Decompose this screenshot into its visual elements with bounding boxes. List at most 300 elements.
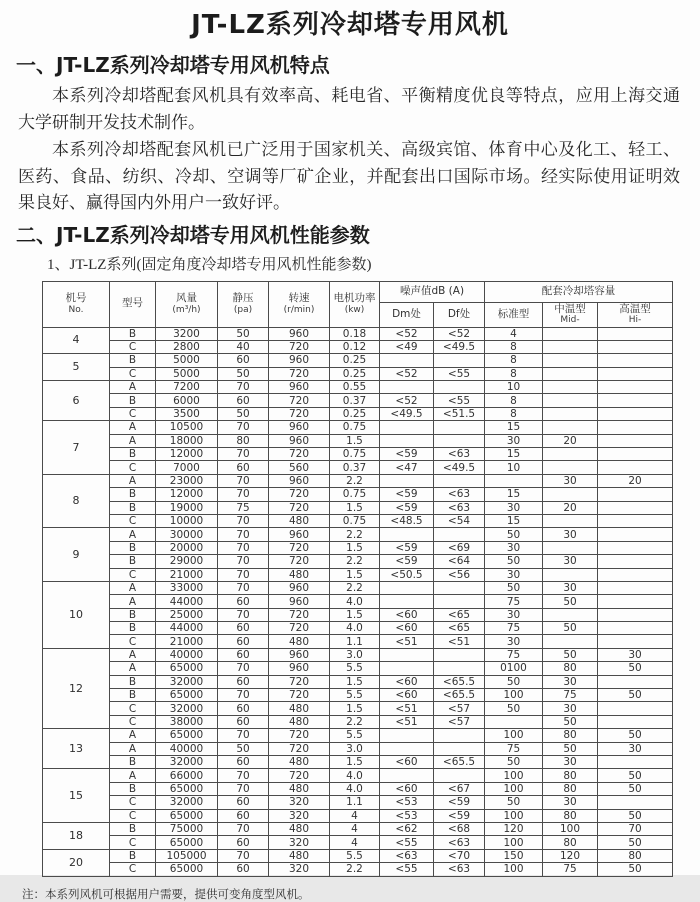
table-cell	[380, 595, 434, 608]
table-cell: 32000	[156, 675, 218, 688]
table-cell: A	[110, 595, 156, 608]
table-cell: A	[110, 729, 156, 742]
table-cell: 30	[543, 555, 598, 568]
table-cell: 70	[218, 474, 269, 487]
table-cell: 100	[485, 809, 543, 822]
table-row	[43, 381, 673, 394]
table-row	[43, 514, 673, 527]
table-row	[43, 367, 673, 380]
performance-table-body	[43, 327, 673, 876]
table-cell: 32000	[156, 756, 218, 769]
table-cell: 960	[269, 581, 330, 594]
machine-no-cell: 10	[43, 581, 110, 648]
table-cell: 20	[598, 474, 673, 487]
table-cell: 960	[269, 421, 330, 434]
table-cell	[543, 407, 598, 420]
table-cell: 80	[543, 662, 598, 675]
table-cell: <69	[434, 541, 485, 554]
table-cell: <52	[380, 367, 434, 380]
table-cell: <49.5	[434, 461, 485, 474]
table-cell: 480	[269, 568, 330, 581]
table-cell: 30	[543, 675, 598, 688]
table-cell: B	[110, 354, 156, 367]
table-cell: B	[110, 555, 156, 568]
table-cell: 30	[485, 568, 543, 581]
table-cell: 50	[598, 662, 673, 675]
table-cell	[598, 461, 673, 474]
table-cell: C	[110, 836, 156, 849]
table-cell	[380, 648, 434, 661]
table-cell	[598, 608, 673, 621]
table-cell: 21000	[156, 568, 218, 581]
table-cell: 720	[269, 488, 330, 501]
table-cell: <47	[380, 461, 434, 474]
table-cell: A	[110, 434, 156, 447]
page-title: JT-LZ系列冷却塔专用风机	[191, 10, 509, 40]
table-row	[43, 394, 673, 407]
section2-heading: 二、JT-LZ系列冷却塔专用风机性能参数	[16, 222, 370, 247]
table-cell: <50.5	[380, 568, 434, 581]
table-cell	[598, 675, 673, 688]
table-cell: 2.2	[330, 715, 380, 728]
machine-no-cell: 7	[43, 421, 110, 475]
table-cell: 0.25	[330, 407, 380, 420]
table-row	[43, 662, 673, 675]
table-cell: 4	[330, 822, 380, 835]
col-header-noise-df: Df处	[434, 302, 485, 327]
table-row	[43, 474, 673, 487]
table-cell	[380, 729, 434, 742]
table-cell: 3.0	[330, 648, 380, 661]
table-row	[43, 796, 673, 809]
table-cell	[380, 662, 434, 675]
table-cell: C	[110, 407, 156, 420]
table-cell	[598, 622, 673, 635]
table-cell: 15	[485, 421, 543, 434]
table-cell: 0.18	[330, 327, 380, 340]
table-cell	[598, 488, 673, 501]
table-cell: <57	[434, 715, 485, 728]
table-cell	[543, 514, 598, 527]
table-row	[43, 849, 673, 862]
table-cell: 38000	[156, 715, 218, 728]
table-cell: 100	[543, 822, 598, 835]
machine-no-cell: 12	[43, 648, 110, 728]
table-cell: 60	[218, 595, 269, 608]
table-row	[43, 689, 673, 702]
table-row	[43, 622, 673, 635]
table-cell	[598, 796, 673, 809]
table-cell: 100	[485, 836, 543, 849]
table-cell: 20000	[156, 541, 218, 554]
table-cell: 2.2	[330, 474, 380, 487]
table-cell: 320	[269, 809, 330, 822]
table-cell: <59	[380, 555, 434, 568]
table-cell	[598, 434, 673, 447]
table-cell: 30	[485, 434, 543, 447]
table-cell: 65000	[156, 809, 218, 822]
table-cell: 2.2	[330, 581, 380, 594]
table-cell: 30	[543, 581, 598, 594]
table-cell: 65000	[156, 662, 218, 675]
table-cell: 120	[543, 849, 598, 862]
table-cell: 80	[598, 849, 673, 862]
table-cell	[543, 394, 598, 407]
table-cell: 50	[598, 689, 673, 702]
table-cell	[598, 421, 673, 434]
table-cell	[598, 407, 673, 420]
table-cell: 25000	[156, 608, 218, 621]
table-cell: A	[110, 381, 156, 394]
table-cell: 30	[543, 796, 598, 809]
table-cell: 480	[269, 822, 330, 835]
table-cell	[598, 568, 673, 581]
table-cell: 4	[330, 836, 380, 849]
table-cell: <55	[434, 394, 485, 407]
table-cell: 50	[485, 702, 543, 715]
table-cell: 720	[269, 448, 330, 461]
table-cell: 75	[543, 689, 598, 702]
table-cell: 70	[218, 581, 269, 594]
table-cell	[543, 488, 598, 501]
col-header-model: 型号	[110, 281, 156, 327]
table-cell	[434, 581, 485, 594]
table-cell: 65000	[156, 729, 218, 742]
table-cell: 19000	[156, 501, 218, 514]
table-cell: 0.55	[330, 381, 380, 394]
table-cell	[598, 381, 673, 394]
table-cell: 60	[218, 354, 269, 367]
table-cell	[380, 474, 434, 487]
table-cell: 320	[269, 796, 330, 809]
machine-no-cell: 6	[43, 381, 110, 421]
table-cell: 66000	[156, 769, 218, 782]
table-cell: 720	[269, 407, 330, 420]
table-cell: 5.5	[330, 662, 380, 675]
table-cell: <51	[380, 715, 434, 728]
table-cell: 60	[218, 635, 269, 648]
table-cell	[485, 715, 543, 728]
table-cell: A	[110, 769, 156, 782]
table-cell: <52	[434, 327, 485, 340]
table-cell: 10500	[156, 421, 218, 434]
table-cell: <56	[434, 568, 485, 581]
table-cell: 12000	[156, 448, 218, 461]
table-row	[43, 421, 673, 434]
section2-subtitle: 1、JT-LZ系列(固定角度冷却塔专用风机性能参数)	[47, 256, 372, 273]
table-row	[43, 595, 673, 608]
table-cell: 60	[218, 863, 269, 876]
table-row	[43, 541, 673, 554]
table-cell: <63	[434, 863, 485, 876]
table-cell: <55	[434, 367, 485, 380]
table-cell: 75	[218, 501, 269, 514]
table-cell: <60	[380, 622, 434, 635]
table-cell: 80	[543, 809, 598, 822]
table-cell: 4.0	[330, 622, 380, 635]
table-cell: C	[110, 809, 156, 822]
table-cell: 70	[218, 421, 269, 434]
table-cell: 75	[543, 863, 598, 876]
table-cell: 30	[543, 702, 598, 715]
table-cell: <70	[434, 849, 485, 862]
table-cell: 20	[543, 501, 598, 514]
table-cell: 480	[269, 715, 330, 728]
col-header-capacity-group: 配套冷却塔容量	[485, 281, 673, 302]
table-row	[43, 809, 673, 822]
table-cell: 60	[218, 648, 269, 661]
table-cell	[543, 568, 598, 581]
machine-no-cell: 4	[43, 327, 110, 354]
table-cell: 70	[218, 528, 269, 541]
table-cell: 60	[218, 809, 269, 822]
table-cell	[434, 595, 485, 608]
table-cell: 0100	[485, 662, 543, 675]
table-cell	[380, 769, 434, 782]
table-cell: 4.0	[330, 782, 380, 795]
table-cell: 3.0	[330, 742, 380, 755]
table-cell: 50	[218, 367, 269, 380]
table-cell	[598, 501, 673, 514]
table-cell: 720	[269, 541, 330, 554]
table-cell	[543, 541, 598, 554]
table-cell: C	[110, 367, 156, 380]
table-cell: 0.25	[330, 367, 380, 380]
table-cell: 2.2	[330, 555, 380, 568]
table-cell	[434, 769, 485, 782]
table-cell: 20	[543, 434, 598, 447]
table-cell: 8	[485, 394, 543, 407]
table-cell: 0.37	[330, 461, 380, 474]
table-cell: 120	[485, 822, 543, 835]
table-cell	[543, 354, 598, 367]
table-cell: <59	[380, 448, 434, 461]
table-cell: 3500	[156, 407, 218, 420]
table-cell: 70	[218, 555, 269, 568]
table-cell	[380, 581, 434, 594]
table-cell: B	[110, 541, 156, 554]
table-cell: C	[110, 340, 156, 353]
table-cell: C	[110, 796, 156, 809]
table-cell: <51	[380, 635, 434, 648]
table-cell: 60	[218, 756, 269, 769]
table-cell: 30	[485, 635, 543, 648]
table-cell: 960	[269, 648, 330, 661]
table-row	[43, 555, 673, 568]
table-cell: 960	[269, 474, 330, 487]
machine-no-cell: 9	[43, 528, 110, 582]
table-cell: 65000	[156, 782, 218, 795]
table-cell: 75	[485, 595, 543, 608]
table-cell: 6000	[156, 394, 218, 407]
table-cell: <54	[434, 514, 485, 527]
table-cell: 40	[218, 340, 269, 353]
table-cell: 1.5	[330, 608, 380, 621]
table-cell: 15	[485, 514, 543, 527]
col-header-cap-high: 高温型 Hi-	[598, 302, 673, 327]
section1-paragraph-2: 本系列冷却塔配套风机已广泛用于国家机关、高级宾馆、体育中心及化工、轻工、医药、食品、纺织、冷却、空调等厂矿企业，并配套出口国际市场。经实际使用证明效果良好、赢得国内外用户一致好评。	[18, 140, 680, 212]
table-cell	[380, 381, 434, 394]
table-cell: 720	[269, 742, 330, 755]
table-cell	[434, 434, 485, 447]
table-cell: <67	[434, 782, 485, 795]
table-cell: 75	[485, 648, 543, 661]
table-cell: 8	[485, 340, 543, 353]
table-cell: 50	[218, 742, 269, 755]
table-cell: 0.75	[330, 421, 380, 434]
table-cell: 60	[218, 461, 269, 474]
table-cell	[543, 327, 598, 340]
table-cell	[598, 541, 673, 554]
table-cell: B	[110, 501, 156, 514]
table-cell: B	[110, 448, 156, 461]
col-header-noise-group: 噪声值dB (A)	[380, 281, 485, 302]
table-cell: 3200	[156, 327, 218, 340]
table-cell	[598, 581, 673, 594]
table-row	[43, 729, 673, 742]
col-header-motor-power: 电机功率 (kw)	[330, 281, 380, 327]
table-cell	[598, 367, 673, 380]
table-cell: 12000	[156, 488, 218, 501]
table-cell	[598, 756, 673, 769]
table-cell: <59	[380, 488, 434, 501]
table-cell: 30	[598, 648, 673, 661]
table-cell: 44000	[156, 595, 218, 608]
table-cell: <52	[380, 327, 434, 340]
table-cell: 50	[598, 863, 673, 876]
table-cell: <62	[380, 822, 434, 835]
table-cell: 960	[269, 595, 330, 608]
table-cell: 320	[269, 863, 330, 876]
table-cell: 60	[218, 715, 269, 728]
table-row	[43, 702, 673, 715]
table-cell: B	[110, 675, 156, 688]
table-cell	[380, 528, 434, 541]
table-cell: 30	[485, 541, 543, 554]
table-cell: 30	[485, 608, 543, 621]
col-header-speed: 转速 (r/min)	[269, 281, 330, 327]
table-cell: A	[110, 742, 156, 755]
table-cell: 80	[218, 434, 269, 447]
table-cell	[380, 354, 434, 367]
table-cell: 50	[598, 836, 673, 849]
table-cell	[598, 514, 673, 527]
col-header-static-pressure: 静压 (pa)	[218, 281, 269, 327]
table-cell: A	[110, 474, 156, 487]
table-cell: B	[110, 756, 156, 769]
table-cell: 2.2	[330, 863, 380, 876]
table-cell: 15	[485, 448, 543, 461]
table-cell: B	[110, 622, 156, 635]
table-cell: 0.37	[330, 394, 380, 407]
table-row	[43, 448, 673, 461]
table-cell: <65.5	[434, 756, 485, 769]
table-cell	[380, 742, 434, 755]
machine-no-cell: 8	[43, 474, 110, 528]
table-cell: <52	[380, 394, 434, 407]
table-row	[43, 488, 673, 501]
table-cell: 105000	[156, 849, 218, 862]
machine-no-cell: 15	[43, 769, 110, 823]
table-cell: 100	[485, 863, 543, 876]
table-cell: <65.5	[434, 689, 485, 702]
table-row	[43, 648, 673, 661]
table-cell: 1.5	[330, 501, 380, 514]
table-cell: 18000	[156, 434, 218, 447]
table-cell: 70	[218, 541, 269, 554]
table-cell: A	[110, 648, 156, 661]
table-cell: 1.5	[330, 702, 380, 715]
table-cell: 960	[269, 354, 330, 367]
table-cell: 30	[598, 742, 673, 755]
table-cell: 4	[330, 809, 380, 822]
table-cell: 5.5	[330, 849, 380, 862]
table-header	[43, 281, 673, 327]
table-row	[43, 782, 673, 795]
table-cell: 80	[543, 782, 598, 795]
table-row	[43, 863, 673, 876]
table-cell: 100	[485, 729, 543, 742]
table-cell: <55	[380, 863, 434, 876]
table-cell: 960	[269, 662, 330, 675]
table-cell: 60	[218, 702, 269, 715]
table-cell: 32000	[156, 702, 218, 715]
table-cell	[434, 474, 485, 487]
section1-heading: 一、JT-LZ系列冷却塔专用风机特点	[16, 53, 330, 77]
table-cell: 7200	[156, 381, 218, 394]
table-cell: 70	[218, 608, 269, 621]
table-cell: 75	[485, 742, 543, 755]
table-cell: C	[110, 514, 156, 527]
table-cell: <59	[380, 541, 434, 554]
table-cell: B	[110, 327, 156, 340]
table-cell: <49	[380, 340, 434, 353]
table-cell	[380, 421, 434, 434]
table-cell: C	[110, 635, 156, 648]
table-cell	[598, 555, 673, 568]
table-cell	[434, 381, 485, 394]
table-cell: 480	[269, 702, 330, 715]
table-cell: 960	[269, 528, 330, 541]
table-cell: B	[110, 822, 156, 835]
table-cell: 10	[485, 381, 543, 394]
table-cell: <63	[434, 448, 485, 461]
table-row	[43, 836, 673, 849]
table-cell: 23000	[156, 474, 218, 487]
table-cell: A	[110, 421, 156, 434]
table-cell: 100	[485, 769, 543, 782]
footnote: 注：本系列风机可根据用户需要，提供可变角度型风机。	[22, 888, 310, 901]
machine-no-cell: 13	[43, 729, 110, 769]
table-cell: 33000	[156, 581, 218, 594]
table-cell: 0.75	[330, 514, 380, 527]
table-cell: 75000	[156, 822, 218, 835]
table-cell: <64	[434, 555, 485, 568]
table-cell	[598, 340, 673, 353]
table-cell: <59	[380, 501, 434, 514]
table-cell: 8	[485, 407, 543, 420]
table-cell: 1.5	[330, 541, 380, 554]
table-row	[43, 635, 673, 648]
table-cell: 65000	[156, 836, 218, 849]
table-cell: C	[110, 863, 156, 876]
table-cell: 480	[269, 782, 330, 795]
table-cell: 70	[218, 769, 269, 782]
table-cell: 1.1	[330, 635, 380, 648]
table-cell: 60	[218, 836, 269, 849]
table-cell: 1.5	[330, 756, 380, 769]
table-cell: 5.5	[330, 729, 380, 742]
